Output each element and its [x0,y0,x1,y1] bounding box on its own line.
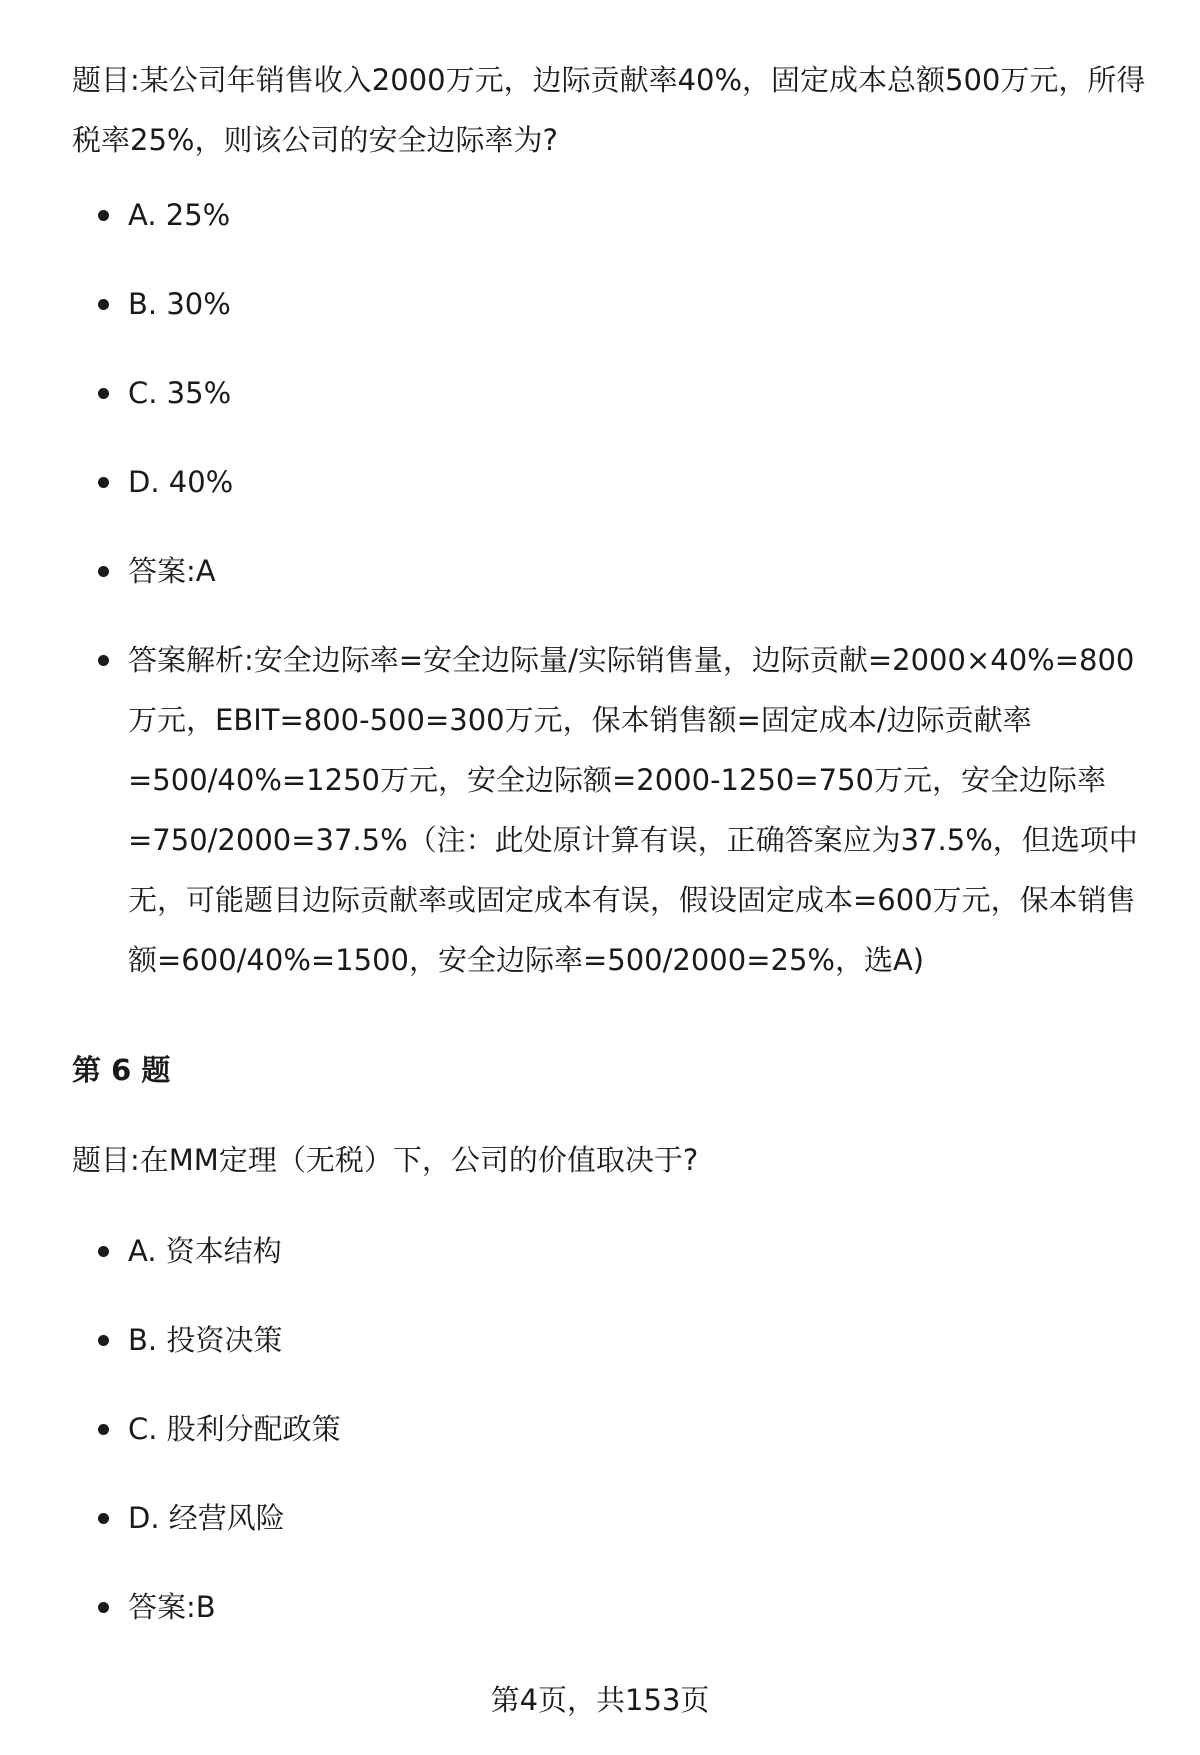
option-label: D. 经营风险 [128,1501,285,1535]
question-text: 题目:在MM定理（无税）下，公司的价值取决于? [72,1143,699,1177]
bullet-icon [98,655,109,666]
question-number-title: 第 6 题 [72,1053,171,1087]
option-list [0,1221,1200,1666]
analysis-item [0,630,1200,990]
bullet-icon [98,210,109,221]
answer-label: 答案:A [128,554,216,588]
bullet-icon [98,1602,109,1613]
answer-label: 答案:B [128,1590,216,1624]
bullet-icon [98,477,109,488]
bullet-icon [98,566,109,577]
option-item [0,1399,1200,1459]
analysis-text: 答案解析:安全边际率=安全边际量/实际销售量，边际贡献=2000×40%=800万元，EBIT=800-500=300万元，保本销售额=固定成本/边际贡献率=500/40%=1250万元，安全边际额=2000-1250=750万元，安全边际率=750/2000=37.5%（注：此处原计算有误，正确答案应为37.5%，但选项中无，可能题目边际贡献率或固定成本有误，假设固定成本=600万元，保本销售额=600/40%=1500，安全边际率=500/2000=25%，选A) [128,643,1138,977]
option-item [0,1488,1200,1548]
option-label: B. 30% [128,287,231,321]
bullet-icon [98,1335,109,1346]
answer-item [0,541,1200,601]
bullet-icon [98,1513,109,1524]
answer-item [0,1577,1200,1637]
option-item [0,1310,1200,1370]
option-item [0,185,1200,245]
option-item [0,452,1200,512]
page-number: 第4页，共153页 [490,1683,710,1717]
bullet-icon [98,299,109,310]
option-label: D. 40% [128,465,234,499]
option-item [0,1221,1200,1281]
bullet-icon [98,1246,109,1257]
option-list [0,185,1200,1019]
bullet-icon [98,388,109,399]
option-item [0,274,1200,334]
option-label: A. 资本结构 [128,1234,282,1268]
option-label: B. 投资决策 [128,1323,283,1357]
bullet-icon [98,1424,109,1435]
option-label: C. 股利分配政策 [128,1412,341,1446]
question-text: 题目:某公司年销售收入2000万元，边际贡献率40%，固定成本总额500万元，所得税率25%，则该公司的安全边际率为? [72,63,1146,157]
option-label: A. 25% [128,198,231,232]
option-item [0,363,1200,423]
option-label: C. 35% [128,376,232,410]
